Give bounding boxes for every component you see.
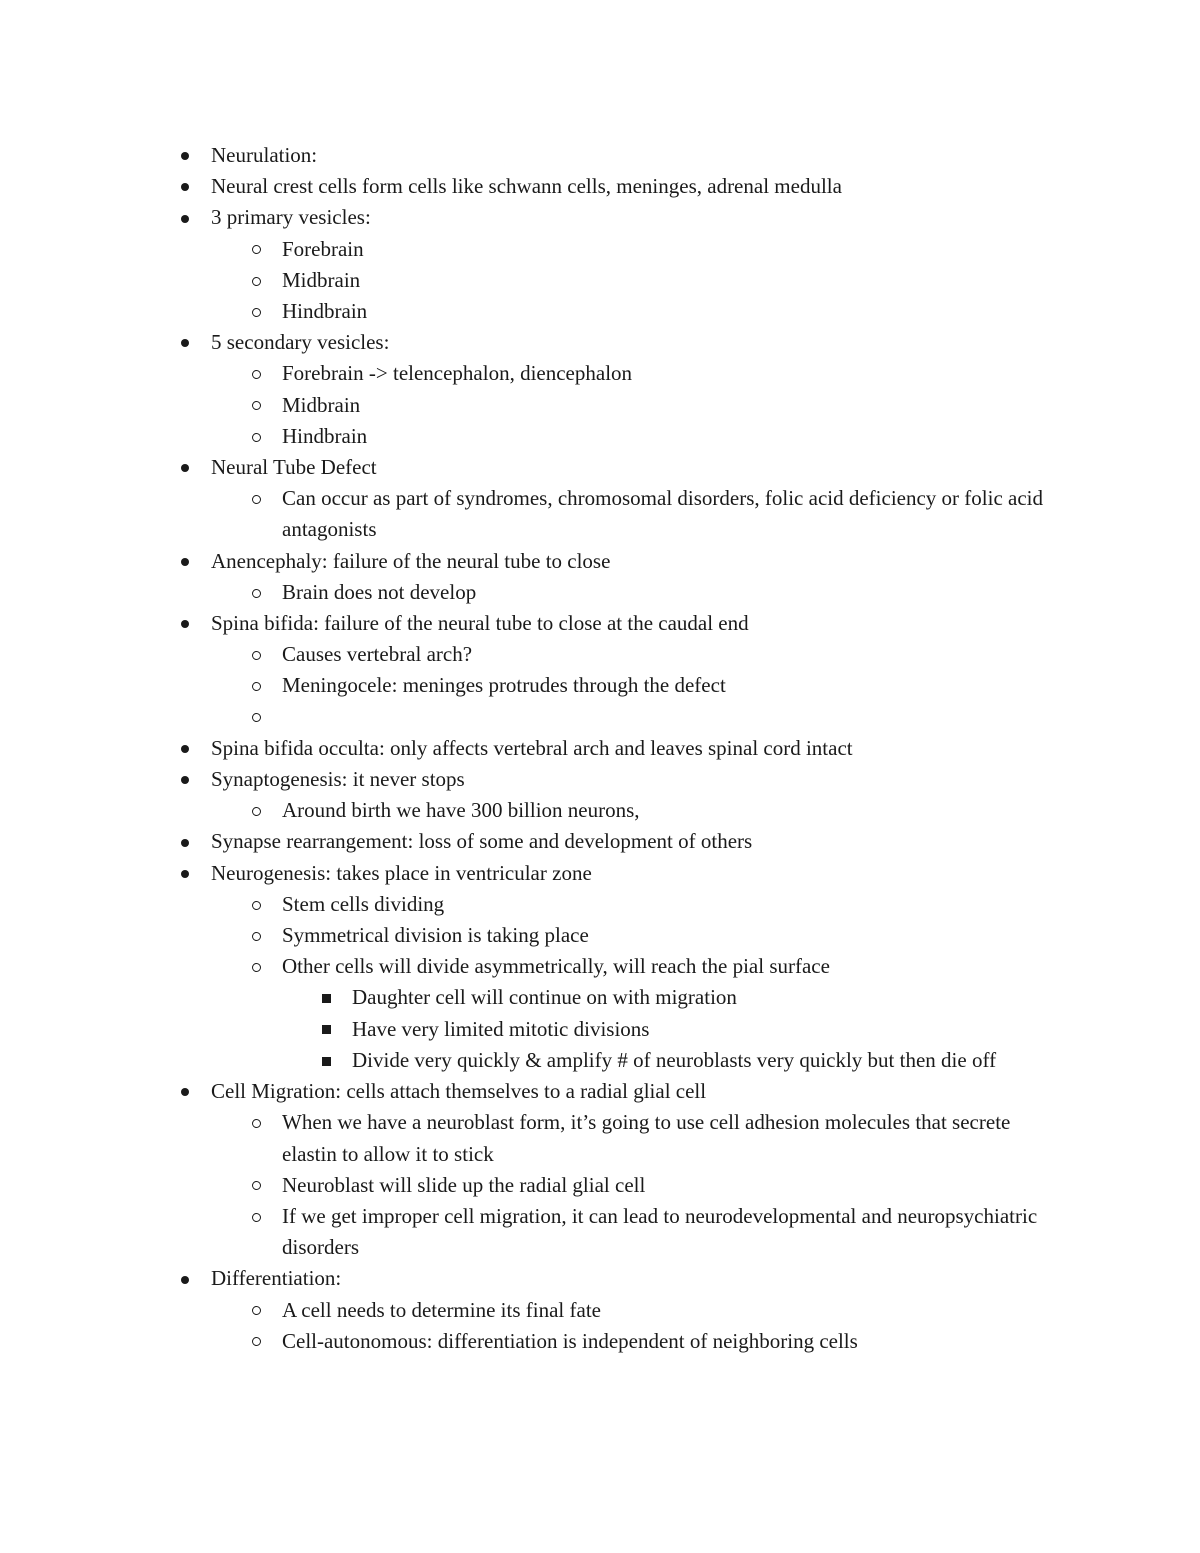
list-item-text: Midbrain bbox=[282, 392, 361, 417]
hollow-bullet-icon bbox=[246, 1295, 266, 1326]
hollow-bullet-icon bbox=[246, 702, 266, 733]
hollow-bullet-icon bbox=[246, 889, 266, 920]
list-item bbox=[0, 1107, 1200, 1169]
list-item bbox=[0, 1326, 1200, 1357]
list-item bbox=[0, 452, 1200, 483]
list-item bbox=[0, 1263, 1200, 1294]
hollow-bullet-icon bbox=[246, 795, 266, 826]
hollow-bullet-icon bbox=[246, 1170, 266, 1201]
list-item bbox=[0, 202, 1200, 233]
filled-bullet-icon bbox=[175, 1076, 195, 1107]
list-item-text: Daughter cell will continue on with migration bbox=[352, 985, 737, 1010]
list-item bbox=[0, 1295, 1200, 1326]
list-item-text bbox=[282, 702, 1052, 733]
list-item-text: Differentiation: bbox=[211, 1266, 342, 1291]
list-item-text: Around birth we have 300 billion neurons, bbox=[282, 798, 640, 823]
list-item-text: Neural Tube Defect bbox=[211, 455, 377, 480]
filled-bullet-icon bbox=[175, 202, 195, 233]
list-item-text: Neural crest cells form cells like schwann cells, meninges, adrenal medulla bbox=[211, 174, 842, 199]
filled-bullet-icon bbox=[175, 546, 195, 577]
list-item bbox=[0, 670, 1200, 701]
list-item-text: Forebrain -> telencephalon, diencephalon bbox=[282, 361, 633, 386]
list-item-text: Hindbrain bbox=[282, 423, 368, 448]
hollow-bullet-icon bbox=[246, 951, 266, 982]
filled-bullet-icon bbox=[175, 327, 195, 358]
filled-bullet-icon bbox=[175, 733, 195, 764]
list-item-text: Causes vertebral arch? bbox=[282, 642, 473, 667]
list-item-text: Stem cells dividing bbox=[282, 891, 445, 916]
list-item bbox=[0, 296, 1200, 327]
hollow-bullet-icon bbox=[246, 1107, 266, 1138]
list-item bbox=[0, 858, 1200, 889]
list-item-text: Synapse rearrangement: loss of some and development of others bbox=[211, 829, 753, 854]
list-item bbox=[0, 951, 1200, 982]
list-item-text: When we have a neuroblast form, it’s going to use cell adhesion molecules that secrete elastin to allow it to stick bbox=[282, 1110, 1011, 1166]
list-item-text: Neuroblast will slide up the radial glial cell bbox=[282, 1172, 646, 1197]
list-item bbox=[0, 140, 1200, 171]
list-item-text: Hindbrain bbox=[282, 299, 368, 324]
hollow-bullet-icon bbox=[246, 421, 266, 452]
hollow-bullet-icon bbox=[246, 483, 266, 514]
square-bullet-icon bbox=[316, 982, 336, 1013]
filled-bullet-icon bbox=[175, 608, 195, 639]
list-item bbox=[0, 1045, 1200, 1076]
list-item bbox=[0, 1076, 1200, 1107]
list-item bbox=[0, 920, 1200, 951]
hollow-bullet-icon bbox=[246, 1326, 266, 1357]
list-item bbox=[0, 764, 1200, 795]
list-item-text: Neurogenesis: takes place in ventricular zone bbox=[211, 860, 592, 885]
list-item bbox=[0, 795, 1200, 826]
list-item bbox=[0, 889, 1200, 920]
list-item bbox=[0, 733, 1200, 764]
list-item-text: A cell needs to determine its final fate bbox=[282, 1297, 601, 1322]
list-item-text: Can occur as part of syndromes, chromosomal disorders, folic acid deficiency or folic acid antagonists bbox=[282, 486, 1043, 542]
list-item-text: Anencephaly: failure of the neural tube to close bbox=[211, 548, 611, 573]
filled-bullet-icon bbox=[175, 858, 195, 889]
hollow-bullet-icon bbox=[246, 577, 266, 608]
list-item-text: 5 secondary vesicles: bbox=[211, 330, 390, 355]
list-item bbox=[0, 390, 1200, 421]
list-item-text: Meningocele: meninges protrudes through the defect bbox=[282, 673, 726, 698]
filled-bullet-icon bbox=[175, 140, 195, 171]
list-item bbox=[0, 483, 1200, 545]
square-bullet-icon bbox=[316, 1014, 336, 1045]
hollow-bullet-icon bbox=[246, 265, 266, 296]
hollow-bullet-icon bbox=[246, 390, 266, 421]
list-item bbox=[0, 1170, 1200, 1201]
list-item-text: Forebrain bbox=[282, 236, 364, 261]
list-item bbox=[0, 327, 1200, 358]
list-item-text: Neurulation: bbox=[211, 143, 318, 167]
filled-bullet-icon bbox=[175, 452, 195, 483]
list-item bbox=[0, 546, 1200, 577]
hollow-bullet-icon bbox=[246, 1201, 266, 1232]
filled-bullet-icon bbox=[175, 1263, 195, 1294]
list-item bbox=[0, 421, 1200, 452]
list-item-text: Symmetrical division is taking place bbox=[282, 923, 589, 948]
list-item-text: Synaptogenesis: it never stops bbox=[211, 767, 465, 792]
list-item-text: Spina bifida occulta: only affects vertebral arch and leaves spinal cord intact bbox=[211, 735, 853, 760]
list-item bbox=[0, 826, 1200, 857]
list-item bbox=[0, 639, 1200, 670]
hollow-bullet-icon bbox=[246, 670, 266, 701]
list-item-text: Cell Migration: cells attach themselves to a radial glial cell bbox=[211, 1079, 707, 1104]
list-item-text: Divide very quickly & amplify # of neuroblasts very quickly but then die off bbox=[352, 1047, 997, 1072]
list-item bbox=[0, 171, 1200, 202]
list-item bbox=[0, 702, 1200, 733]
hollow-bullet-icon bbox=[246, 920, 266, 951]
filled-bullet-icon bbox=[175, 764, 195, 795]
list-item bbox=[0, 358, 1200, 389]
list-item-text: Cell-autonomous: differentiation is independent of neighboring cells bbox=[282, 1328, 858, 1353]
hollow-bullet-icon bbox=[246, 358, 266, 389]
list-item-text: Other cells will divide asymmetrically, will reach the pial surface bbox=[282, 954, 830, 979]
hollow-bullet-icon bbox=[246, 639, 266, 670]
filled-bullet-icon bbox=[175, 826, 195, 857]
list-item bbox=[0, 608, 1200, 639]
filled-bullet-icon bbox=[175, 171, 195, 202]
list-item bbox=[0, 1201, 1200, 1263]
list-item bbox=[0, 577, 1200, 608]
list-item bbox=[0, 265, 1200, 296]
list-item-text: Brain does not develop bbox=[282, 579, 477, 604]
list-item bbox=[0, 982, 1200, 1013]
hollow-bullet-icon bbox=[246, 234, 266, 265]
list-item-text: 3 primary vesicles: bbox=[211, 205, 371, 230]
list-item-text: Midbrain bbox=[282, 267, 361, 292]
list-item bbox=[0, 1014, 1200, 1045]
list-item bbox=[0, 234, 1200, 265]
list-item-text: If we get improper cell migration, it can lead to neurodevelopmental and neuropsychiatric disorders bbox=[282, 1203, 1038, 1260]
square-bullet-icon bbox=[316, 1045, 336, 1076]
list-item-text: Spina bifida: failure of the neural tube to close at the caudal end bbox=[211, 611, 749, 636]
hollow-bullet-icon bbox=[246, 296, 266, 327]
notes-page bbox=[0, 140, 1200, 1357]
bullet-list bbox=[0, 140, 1200, 1357]
list-item-text: Have very limited mitotic divisions bbox=[352, 1016, 650, 1041]
